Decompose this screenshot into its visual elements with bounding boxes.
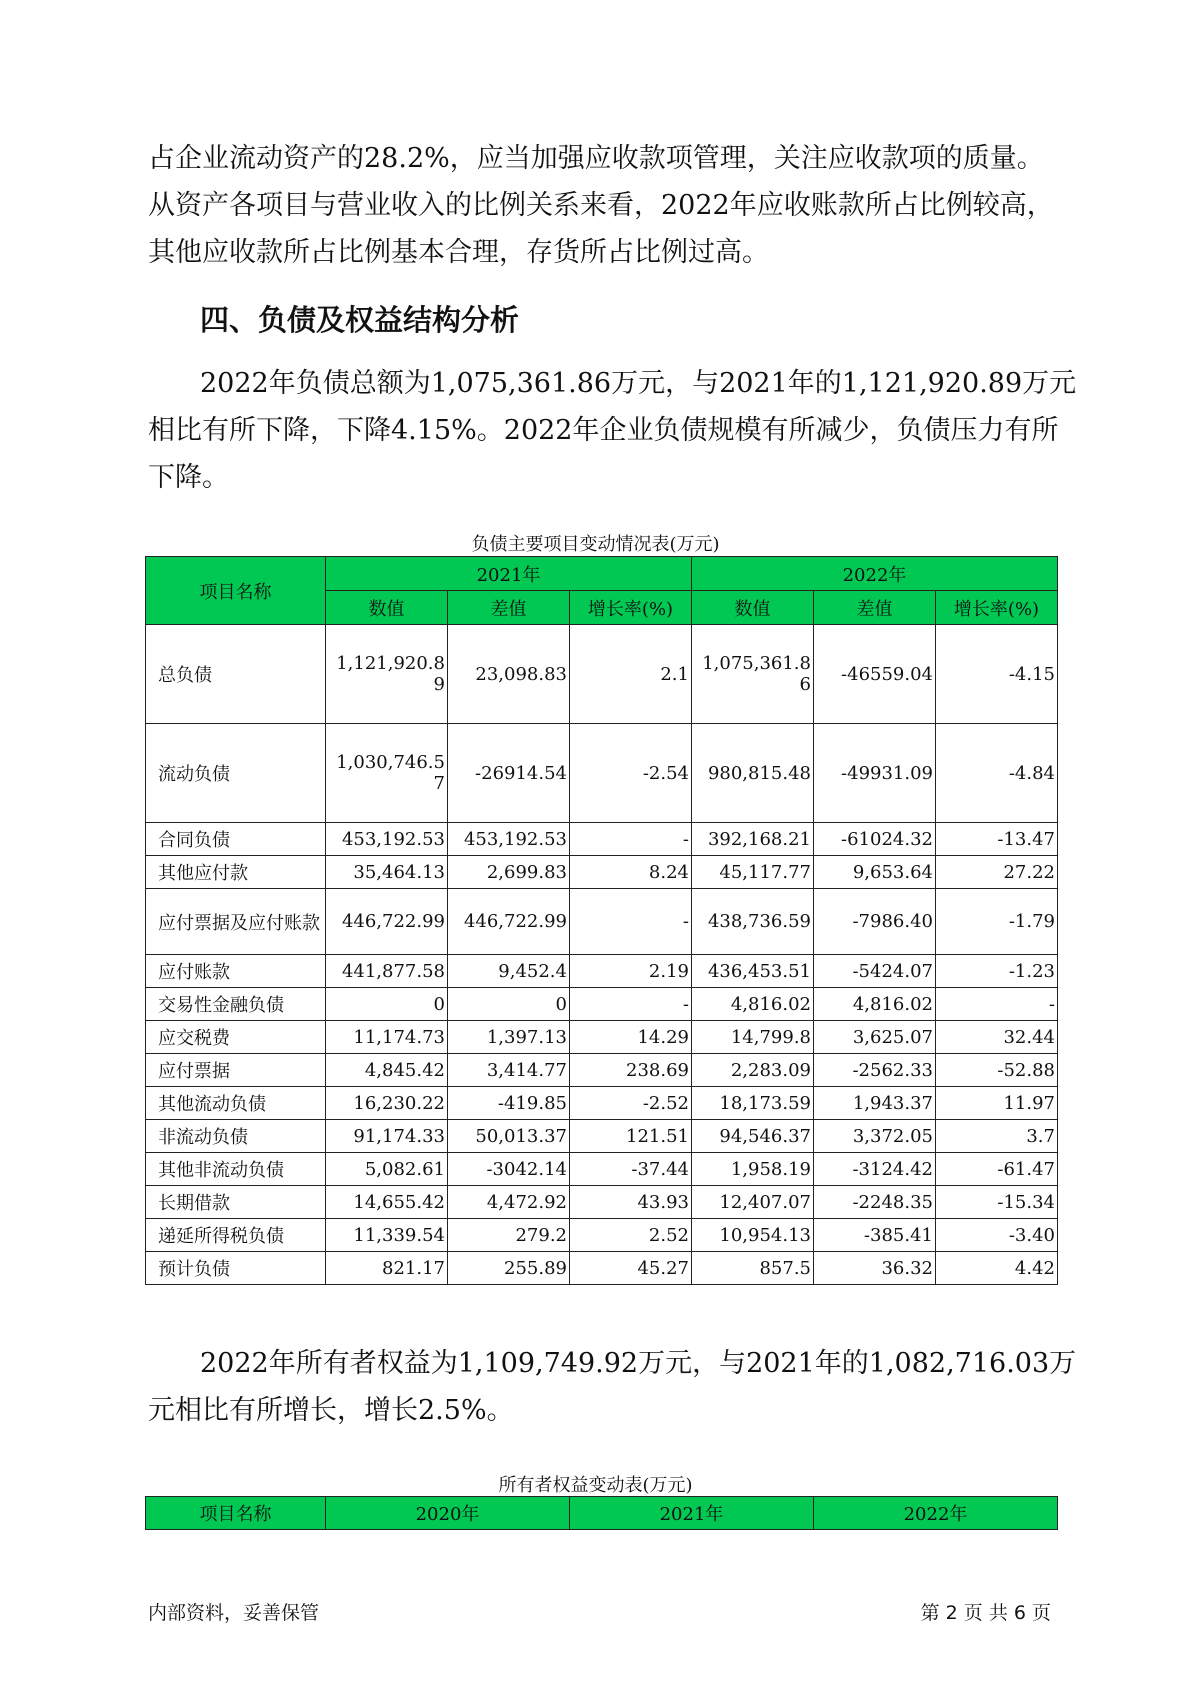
rate-2021: 43.93 bbox=[570, 1186, 692, 1219]
diff-2021: -26914.54 bbox=[448, 724, 570, 823]
section-heading: 四、负债及权益结构分析 bbox=[200, 303, 520, 337]
equity-line-2: 元相比有所增长，增长2.5%。 bbox=[148, 1395, 514, 1426]
diff-2021: 4,472.92 bbox=[448, 1186, 570, 1219]
value-2022: 18,173.59 bbox=[692, 1087, 814, 1120]
row-name: 其他非流动负债 bbox=[146, 1153, 326, 1186]
header-value-2021: 数值 bbox=[326, 591, 448, 625]
rate-2021: -2.52 bbox=[570, 1087, 692, 1120]
diff-2022: 36.32 bbox=[814, 1252, 936, 1285]
rate-2021: - bbox=[570, 988, 692, 1021]
rate-2021: - bbox=[570, 889, 692, 955]
rate-2021: 8.24 bbox=[570, 856, 692, 889]
diff-2022: -61024.32 bbox=[814, 823, 936, 856]
table-row bbox=[146, 988, 1058, 1021]
diff-2021: 1,397.13 bbox=[448, 1021, 570, 1054]
diff-2022: -49931.09 bbox=[814, 724, 936, 823]
value-2022: 980,815.48 bbox=[692, 724, 814, 823]
equity-header-item-name: 项目名称 bbox=[146, 1497, 326, 1530]
diff-2022: -3124.42 bbox=[814, 1153, 936, 1186]
diff-2022: -7986.40 bbox=[814, 889, 936, 955]
value-2021: 1,121,920.89 bbox=[326, 625, 448, 724]
row-name: 预计负债 bbox=[146, 1252, 326, 1285]
diff-2021: 279.2 bbox=[448, 1219, 570, 1252]
diff-2021: 23,098.83 bbox=[448, 625, 570, 724]
diff-2021: -419.85 bbox=[448, 1087, 570, 1120]
rate-2021: 121.51 bbox=[570, 1120, 692, 1153]
intro-line-2: 从资产各项目与营业收入的比例关系来看，2022年应收账款所占比例较高， bbox=[148, 190, 1054, 221]
header-diff-2022: 差值 bbox=[814, 591, 936, 625]
rate-2022: -52.88 bbox=[936, 1054, 1058, 1087]
diff-2022: 3,372.05 bbox=[814, 1120, 936, 1153]
rate-2022: 27.22 bbox=[936, 856, 1058, 889]
diff-2022: -5424.07 bbox=[814, 955, 936, 988]
row-name: 应付票据及应付账款 bbox=[146, 889, 326, 955]
header-year-2022: 2022年 bbox=[692, 557, 1058, 591]
value-2021: 4,845.42 bbox=[326, 1054, 448, 1087]
value-2021: 441,877.58 bbox=[326, 955, 448, 988]
diff-2022: -2562.33 bbox=[814, 1054, 936, 1087]
table-row bbox=[146, 1186, 1058, 1219]
value-2021: 446,722.99 bbox=[326, 889, 448, 955]
equity-header-2022: 2022年 bbox=[814, 1497, 1058, 1530]
debt-table-caption: 负债主要项目变动情况表(万元) bbox=[471, 534, 720, 555]
table-row bbox=[146, 823, 1058, 856]
debt-paragraph bbox=[148, 360, 1077, 501]
rate-2022: -3.40 bbox=[936, 1219, 1058, 1252]
rate-2022: -61.47 bbox=[936, 1153, 1058, 1186]
rate-2022: 11.97 bbox=[936, 1087, 1058, 1120]
value-2022: 857.5 bbox=[692, 1252, 814, 1285]
equity-table bbox=[145, 1496, 1058, 1530]
table-row bbox=[146, 1087, 1058, 1120]
table-row bbox=[146, 856, 1058, 889]
diff-2021: 50,013.37 bbox=[448, 1120, 570, 1153]
value-2021: 0 bbox=[326, 988, 448, 1021]
equity-header-2020: 2020年 bbox=[326, 1497, 570, 1530]
intro-paragraph bbox=[148, 135, 1054, 276]
debt-table bbox=[145, 556, 1058, 1285]
value-2021: 11,339.54 bbox=[326, 1219, 448, 1252]
row-name: 合同负债 bbox=[146, 823, 326, 856]
rate-2022: 4.42 bbox=[936, 1252, 1058, 1285]
diff-2021: 3,414.77 bbox=[448, 1054, 570, 1087]
diff-2022: 3,625.07 bbox=[814, 1021, 936, 1054]
diff-2021: 9,452.4 bbox=[448, 955, 570, 988]
footer-page-number: 第 2 页 共 6 页 bbox=[920, 1602, 1051, 1624]
value-2022: 12,407.07 bbox=[692, 1186, 814, 1219]
rate-2022: 3.7 bbox=[936, 1120, 1058, 1153]
rate-2021: 2.1 bbox=[570, 625, 692, 724]
debt-line-2: 相比有所下降，下降4.15%。2022年企业负债规模有所减少，负债压力有所 bbox=[148, 415, 1059, 446]
rate-2022: -4.15 bbox=[936, 625, 1058, 724]
rate-2022: -1.79 bbox=[936, 889, 1058, 955]
diff-2022: 9,653.64 bbox=[814, 856, 936, 889]
value-2021: 16,230.22 bbox=[326, 1087, 448, 1120]
rate-2021: 14.29 bbox=[570, 1021, 692, 1054]
rate-2022: 32.44 bbox=[936, 1021, 1058, 1054]
rate-2021: -37.44 bbox=[570, 1153, 692, 1186]
value-2021: 821.17 bbox=[326, 1252, 448, 1285]
diff-2021: 0 bbox=[448, 988, 570, 1021]
row-name: 递延所得税负债 bbox=[146, 1219, 326, 1252]
rate-2022: -4.84 bbox=[936, 724, 1058, 823]
row-name: 总负债 bbox=[146, 625, 326, 724]
row-name: 应付账款 bbox=[146, 955, 326, 988]
row-name: 其他流动负债 bbox=[146, 1087, 326, 1120]
intro-line-3: 其他应收款所占比例基本合理，存货所占比例过高。 bbox=[148, 237, 769, 268]
value-2021: 14,655.42 bbox=[326, 1186, 448, 1219]
header-item-name: 项目名称 bbox=[146, 557, 326, 625]
table-row bbox=[146, 1054, 1058, 1087]
rate-2021: 238.69 bbox=[570, 1054, 692, 1087]
equity-line-1: 2022年所有者权益为1,109,749.92万元，与2021年的1,082,716.03万 bbox=[200, 1348, 1077, 1379]
rate-2022: -15.34 bbox=[936, 1186, 1058, 1219]
rate-2021: 2.19 bbox=[570, 955, 692, 988]
header-diff-2021: 差值 bbox=[448, 591, 570, 625]
value-2021: 5,082.61 bbox=[326, 1153, 448, 1186]
table-row bbox=[146, 1252, 1058, 1285]
diff-2022: -46559.04 bbox=[814, 625, 936, 724]
diff-2022: 1,943.37 bbox=[814, 1087, 936, 1120]
diff-2021: 446,722.99 bbox=[448, 889, 570, 955]
header-value-2022: 数值 bbox=[692, 591, 814, 625]
diff-2021: -3042.14 bbox=[448, 1153, 570, 1186]
header-year-2021: 2021年 bbox=[326, 557, 692, 591]
equity-table-caption: 所有者权益变动表(万元) bbox=[498, 1475, 693, 1496]
row-name: 其他应付款 bbox=[146, 856, 326, 889]
value-2021: 453,192.53 bbox=[326, 823, 448, 856]
equity-header-2021: 2021年 bbox=[570, 1497, 814, 1530]
table-row bbox=[146, 1219, 1058, 1252]
table-row bbox=[146, 625, 1058, 724]
intro-line-1: 占企业流动资产的28.2%，应当加强应收款项管理，关注应收款项的质量。 bbox=[148, 143, 1044, 174]
value-2022: 438,736.59 bbox=[692, 889, 814, 955]
diff-2021: 453,192.53 bbox=[448, 823, 570, 856]
rate-2022: - bbox=[936, 988, 1058, 1021]
table-row bbox=[146, 1153, 1058, 1186]
diff-2022: 4,816.02 bbox=[814, 988, 936, 1021]
value-2021: 1,030,746.57 bbox=[326, 724, 448, 823]
diff-2021: 2,699.83 bbox=[448, 856, 570, 889]
diff-2021: 255.89 bbox=[448, 1252, 570, 1285]
rate-2021: 2.52 bbox=[570, 1219, 692, 1252]
table-row bbox=[146, 1120, 1058, 1153]
table-row bbox=[146, 1021, 1058, 1054]
rate-2022: -1.23 bbox=[936, 955, 1058, 988]
table-row bbox=[146, 724, 1058, 823]
value-2022: 2,283.09 bbox=[692, 1054, 814, 1087]
value-2022: 45,117.77 bbox=[692, 856, 814, 889]
value-2022: 1,958.19 bbox=[692, 1153, 814, 1186]
equity-paragraph bbox=[148, 1340, 1077, 1434]
rate-2021: 45.27 bbox=[570, 1252, 692, 1285]
debt-line-1: 2022年负债总额为1,075,361.86万元，与2021年的1,121,920.89万元 bbox=[200, 368, 1077, 399]
value-2022: 392,168.21 bbox=[692, 823, 814, 856]
value-2022: 94,546.37 bbox=[692, 1120, 814, 1153]
value-2021: 11,174.73 bbox=[326, 1021, 448, 1054]
debt-line-3: 下降。 bbox=[148, 462, 229, 493]
diff-2022: -385.41 bbox=[814, 1219, 936, 1252]
value-2022: 14,799.8 bbox=[692, 1021, 814, 1054]
value-2022: 1,075,361.86 bbox=[692, 625, 814, 724]
row-name: 非流动负债 bbox=[146, 1120, 326, 1153]
rate-2022: -13.47 bbox=[936, 823, 1058, 856]
value-2022: 10,954.13 bbox=[692, 1219, 814, 1252]
value-2022: 4,816.02 bbox=[692, 988, 814, 1021]
header-rate-2021: 增长率(%) bbox=[570, 591, 692, 625]
value-2021: 35,464.13 bbox=[326, 856, 448, 889]
table-row bbox=[146, 955, 1058, 988]
diff-2022: -2248.35 bbox=[814, 1186, 936, 1219]
value-2021: 91,174.33 bbox=[326, 1120, 448, 1153]
header-rate-2022: 增长率(%) bbox=[936, 591, 1058, 625]
rate-2021: - bbox=[570, 823, 692, 856]
footer-confidential-note: 内部资料，妥善保管 bbox=[148, 1602, 320, 1624]
row-name: 应付票据 bbox=[146, 1054, 326, 1087]
row-name: 长期借款 bbox=[146, 1186, 326, 1219]
value-2022: 436,453.51 bbox=[692, 955, 814, 988]
row-name: 流动负债 bbox=[146, 724, 326, 823]
row-name: 应交税费 bbox=[146, 1021, 326, 1054]
row-name: 交易性金融负债 bbox=[146, 988, 326, 1021]
rate-2021: -2.54 bbox=[570, 724, 692, 823]
table-row bbox=[146, 889, 1058, 955]
